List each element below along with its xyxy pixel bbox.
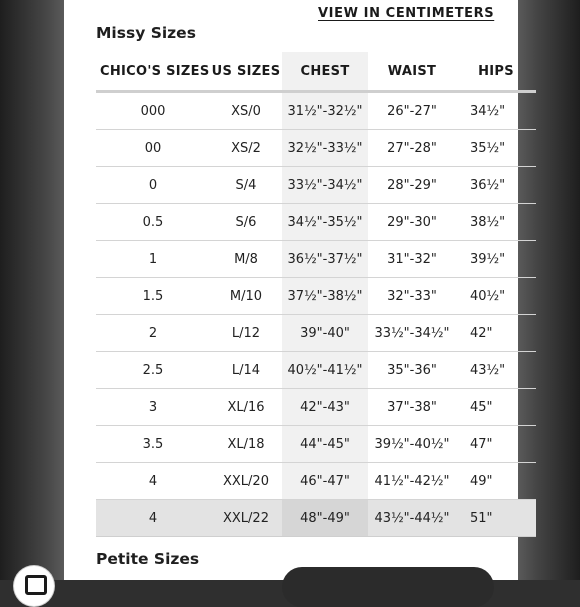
chat-bubble-icon[interactable] — [14, 566, 54, 606]
cell-chest: 46"-47" — [282, 463, 368, 500]
cell-chicos-size: 1.5 — [96, 278, 210, 315]
table-row — [96, 500, 536, 537]
header-chicos-sizes: CHICO'S SIZES — [96, 52, 210, 92]
cell-chicos-size: 0.5 — [96, 204, 210, 241]
cell-hips: 42" — [456, 315, 536, 352]
cell-us-size: L/14 — [210, 352, 282, 389]
cell-hips: 39½" — [456, 241, 536, 278]
table-row — [96, 278, 536, 315]
section-title: Missy Sizes — [96, 24, 196, 42]
table-row — [96, 352, 536, 389]
cell-chicos-size: 2 — [96, 315, 210, 352]
header-waist: WAIST — [368, 52, 456, 92]
cell-hips: 47" — [456, 426, 536, 463]
header-hips: HIPS — [456, 52, 536, 92]
cell-us-size: M/10 — [210, 278, 282, 315]
table-row — [96, 241, 536, 278]
cell-hips: 38½" — [456, 204, 536, 241]
table-header-row — [96, 52, 536, 92]
cell-hips: 40½" — [456, 278, 536, 315]
size-table — [96, 52, 536, 537]
petite-sizes-title: Petite Sizes — [96, 550, 200, 568]
cell-chicos-size: 4 — [96, 500, 210, 537]
table-row — [96, 204, 536, 241]
header-chest: CHEST — [282, 52, 368, 92]
cell-chest: 36½"-37½" — [282, 241, 368, 278]
cell-chicos-size: 1 — [96, 241, 210, 278]
cell-us-size: XXL/20 — [210, 463, 282, 500]
cell-us-size: XL/16 — [210, 389, 282, 426]
table-row — [96, 92, 536, 130]
bottom-action-button[interactable] — [282, 567, 494, 607]
table-row — [96, 315, 536, 352]
left-backdrop — [0, 0, 64, 580]
cell-chicos-size: 3.5 — [96, 426, 210, 463]
cell-chicos-size: 4 — [96, 463, 210, 500]
cell-chicos-size: 3 — [96, 389, 210, 426]
cell-us-size: XS/2 — [210, 130, 282, 167]
cell-waist: 29"-30" — [368, 204, 456, 241]
cell-chicos-size: 2.5 — [96, 352, 210, 389]
view-in-centimeters-link[interactable]: VIEW IN CENTIMETERS — [318, 6, 495, 21]
cell-hips: 43½" — [456, 352, 536, 389]
cell-chest: 40½"-41½" — [282, 352, 368, 389]
cell-hips: 49" — [456, 463, 536, 500]
cell-chest: 37½"-38½" — [282, 278, 368, 315]
cell-chest: 31½"-32½" — [282, 92, 368, 130]
cell-us-size: S/6 — [210, 204, 282, 241]
cell-hips: 36½" — [456, 167, 536, 204]
cell-waist: 35"-36" — [368, 352, 456, 389]
table-row — [96, 167, 536, 204]
cell-chicos-size: 000 — [96, 92, 210, 130]
table-row — [96, 463, 536, 500]
cell-hips: 34½" — [456, 92, 536, 130]
cell-chest: 34½"-35½" — [282, 204, 368, 241]
cell-us-size: S/4 — [210, 167, 282, 204]
cell-hips: 35½" — [456, 130, 536, 167]
cell-chest: 44"-45" — [282, 426, 368, 463]
cell-chest: 42"-43" — [282, 389, 368, 426]
cell-waist: 28"-29" — [368, 167, 456, 204]
cell-chicos-size: 0 — [96, 167, 210, 204]
cell-waist: 27"-28" — [368, 130, 456, 167]
cell-chest: 48"-49" — [282, 500, 368, 537]
cell-chicos-size: 00 — [96, 130, 210, 167]
table-row — [96, 389, 536, 426]
table-row — [96, 426, 536, 463]
cell-waist: 26"-27" — [368, 92, 456, 130]
cell-waist: 31"-32" — [368, 241, 456, 278]
header-us-sizes: US SIZES — [210, 52, 282, 92]
cell-waist: 33½"-34½" — [368, 315, 456, 352]
cell-waist: 43½"-44½" — [368, 500, 456, 537]
cell-waist: 32"-33" — [368, 278, 456, 315]
table-row — [96, 130, 536, 167]
cell-chest: 39"-40" — [282, 315, 368, 352]
cell-waist: 41½"-42½" — [368, 463, 456, 500]
cell-us-size: XS/0 — [210, 92, 282, 130]
cell-hips: 45" — [456, 389, 536, 426]
cell-waist: 39½"-40½" — [368, 426, 456, 463]
size-chart-panel — [64, 0, 518, 580]
cell-us-size: XL/18 — [210, 426, 282, 463]
cell-us-size: L/12 — [210, 315, 282, 352]
size-table-scroll-area[interactable] — [96, 52, 514, 536]
cell-us-size: M/8 — [210, 241, 282, 278]
cell-us-size: XXL/22 — [210, 500, 282, 537]
cell-waist: 37"-38" — [368, 389, 456, 426]
cell-hips: 51" — [456, 500, 536, 537]
cell-chest: 33½"-34½" — [282, 167, 368, 204]
cell-chest: 32½"-33½" — [282, 130, 368, 167]
